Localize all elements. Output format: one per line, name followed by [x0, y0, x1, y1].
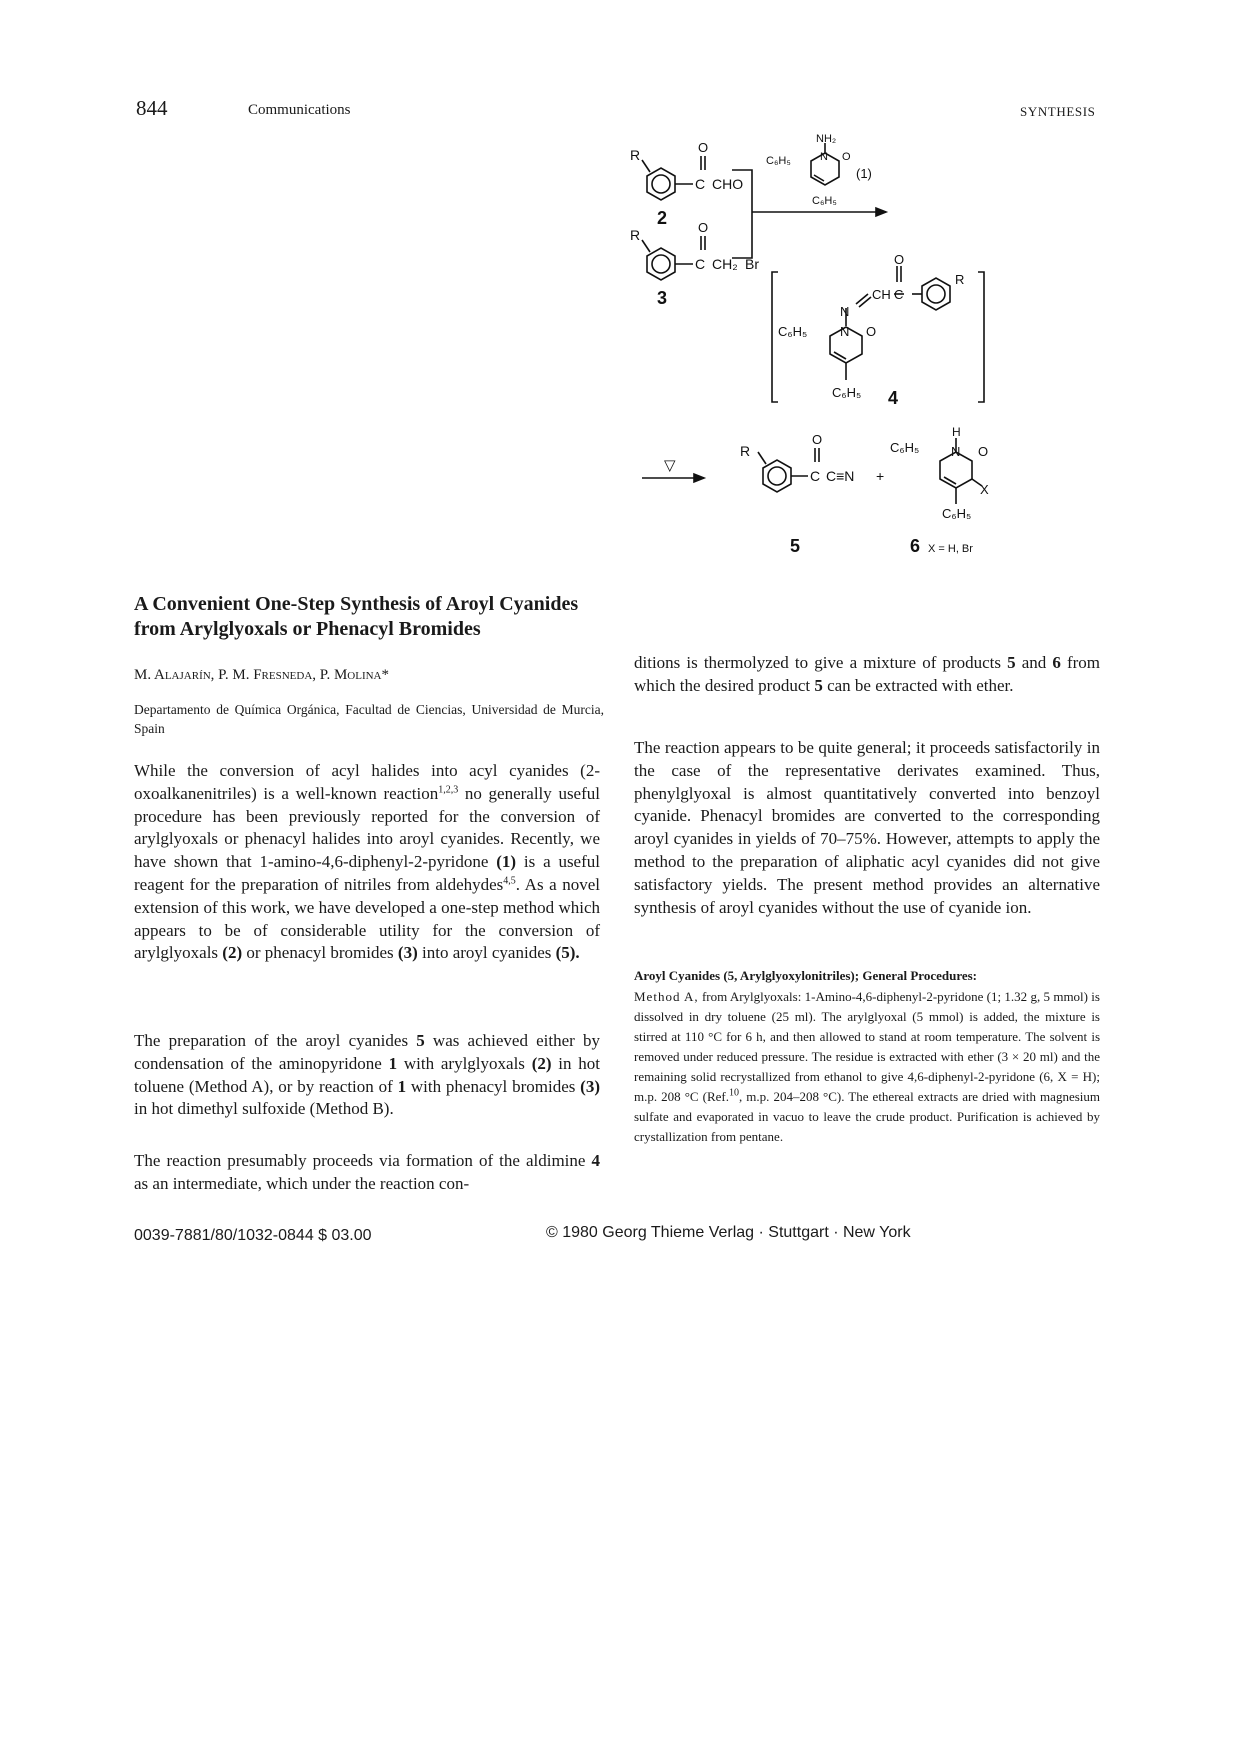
heat-symbol: ▽ — [664, 457, 676, 474]
article-title: A Convenient One-Step Synthesis of Aroyl Cyanides from Arylglyoxals or Phenacyl Bromides — [134, 593, 579, 640]
reaction-arrow-1 — [732, 170, 886, 258]
scope-paragraph: The reaction appears to be quite general; it proceeds satisfactorily in the case of the representative derivates examined. Thus, phenylglyoxal is almost quantitatively converted into benzoyl cyanide. Phenacyl bromides are converted to the corresponding aroyl cyanides in yields of 70–75%. However, attempts to apply the method to the preparation of aliphatic acyl cyanides did not give satisfactory yields. The present method provides an alternative synthesis of aroyl cyanides without the use of cyanide ion. — [634, 738, 1100, 917]
thermolysis-paragraph: ditions is thermolyzed to give a mixture of products 5 and 6 from which the desired product 5 can be extracted with ether. — [634, 653, 1101, 695]
c3-r-label: R — [630, 227, 641, 243]
preparation-paragraph: The preparation of the aroyl cyanides 5 was achieved either by condensation of the aminopyridone 1 with arylglyoxals (2) in hot toluene (Method A), or by reaction of 1 with phenacyl bromides (3) in hot dimethyl sulfoxide (Method B). — [134, 1031, 601, 1119]
c6-x-definition: X = H, Br — [928, 543, 973, 555]
c4-n2-label: N — [840, 324, 850, 339]
page-number: 844 — [136, 96, 168, 120]
c3-br-label: Br — [745, 256, 759, 272]
c3-c-label: C — [695, 256, 706, 272]
journal-name: SYNTHESIS — [1020, 104, 1096, 119]
compound-5-number: 5 — [790, 536, 801, 556]
reference-4-5: 4,5 — [503, 875, 516, 887]
c1-c6h5-left-label: C₆H₅ — [766, 155, 791, 167]
compound-3-number: 3 — [657, 288, 668, 308]
plus-sign: + — [876, 468, 885, 484]
reference-1-2-3: 1,2,3 — [438, 784, 459, 796]
c4-ch-label: CH — [872, 287, 891, 302]
compound-2-number: 2 — [657, 208, 668, 228]
c2-cho-label: CHO — [712, 176, 744, 192]
c5-cn-label: C≡N — [826, 468, 855, 484]
reaction-arrow-2 — [642, 474, 704, 482]
c6-c6h5-bottom-label: C₆H₅ — [942, 506, 972, 521]
c6-x-label: X — [980, 482, 989, 497]
c4-c-label: C — [894, 287, 904, 302]
c3-o-label: O — [698, 220, 709, 235]
c6-n-label: N — [951, 444, 961, 459]
c1-nh2-label: NH₂ — [816, 133, 837, 145]
c4-c6h5-bottom-label: C₆H₅ — [832, 385, 862, 400]
compound-4-number: 4 — [888, 388, 899, 408]
mechanism-paragraph: The reaction presumably proceeds via formation of the aldimine 4 as an intermediate, which under the reaction con- — [134, 1151, 600, 1193]
c6-c6h5-left-label: C₆H₅ — [890, 440, 920, 455]
c2-c-label: C — [695, 176, 706, 192]
c3-ch2-label: CH₂ — [712, 256, 738, 272]
c4-o-label: O — [894, 252, 905, 267]
intro-paragraph: While the conversion of acyl halides into acyl cyanides (2-oxoalkanenitriles) is a well-known reaction$^{1,2,3}$ no generally useful procedure has been previously reported for the conversion of arylglyoxals or phenacyl halides into aroyl cyanides. Recently, we have shown that 1-amino-4,6-diphenyl-2-pyridone (1) is a useful reagent for the preparation of nitriles from aldehydes$^{4,5}$. As a novel extension of this work, we have developed a one-step method which appears to be of considerable utility for the conversion of arylglyoxals (2) or phenacyl bromides (3) into aroyl cyanides (5). — [134, 761, 600, 963]
c2-r-label: R — [630, 147, 641, 163]
c4-o2-label: O — [866, 324, 877, 339]
c1-n-label: N — [820, 151, 828, 163]
c6-h-label: H — [952, 425, 961, 439]
c4-r-label: R — [955, 272, 965, 287]
reference-10: 10 — [729, 1087, 739, 1099]
compound-6-number: 6 — [910, 536, 921, 556]
section-name: Communications — [248, 102, 351, 118]
c5-r-label: R — [740, 443, 751, 459]
c5-c-label: C — [810, 468, 821, 484]
affiliation: Departamento de Química Orgánica, Facultad de Ciencias, Universidad de Murcia, Spain — [134, 702, 604, 736]
article-code: 0039-7881/80/1032-0844 $ 03.00 — [134, 1227, 372, 1244]
author-list: M. Alajarín, P. M. Fresneda, P. Molina* — [134, 667, 389, 683]
c5-o-label: O — [812, 432, 823, 447]
c1-o-label: O — [842, 151, 851, 163]
reaction-scheme — [600, 133, 1120, 620]
c6-o-label: O — [978, 444, 989, 459]
c4-c6h5-left-label: C₆H₅ — [778, 324, 808, 339]
compound-1-structure — [811, 143, 839, 185]
c1-c6h5-bottom-label: C₆H₅ — [812, 195, 837, 207]
compound-6-structure — [940, 438, 982, 504]
c4-n-label: N — [840, 304, 850, 319]
copyright-line: © 1980 Georg Thieme Verlag · Stuttgart · New York — [546, 1224, 911, 1241]
reagent-label: (1) — [856, 166, 872, 181]
procedure-heading: Aroyl Cyanides (5, Arylglyoxylonitriles); General Procedures: — [634, 968, 978, 983]
c2-o-label: O — [698, 140, 709, 155]
method-a-procedure: Method A, from Arylglyoxals: 1-Amino-4,6-diphenyl-2-pyridone (1; 1.32 g, 5 mmol) is dissolved in dry toluene (25 ml). The arylglyoxal (5 mmol) is added, the mixture is stirred at 110 °C for 6 h, and then allowed to stand at room temperature. The solvent is removed under reduced pressure. The residue is extracted with ether (3 × 20 ml) and the remaining solid recrystallized from ethanol to give 4,6-diphenyl-2-pyridone (6, X = H); m.p. 208 °C (Ref.$^{10}$, m.p. 204–208 °C). The ethereal extracts are dried with magnesium sulfate and evaporated in vacuo to leave the crude product. Purification is achieved by crystallization from pentane. — [634, 989, 1100, 1144]
